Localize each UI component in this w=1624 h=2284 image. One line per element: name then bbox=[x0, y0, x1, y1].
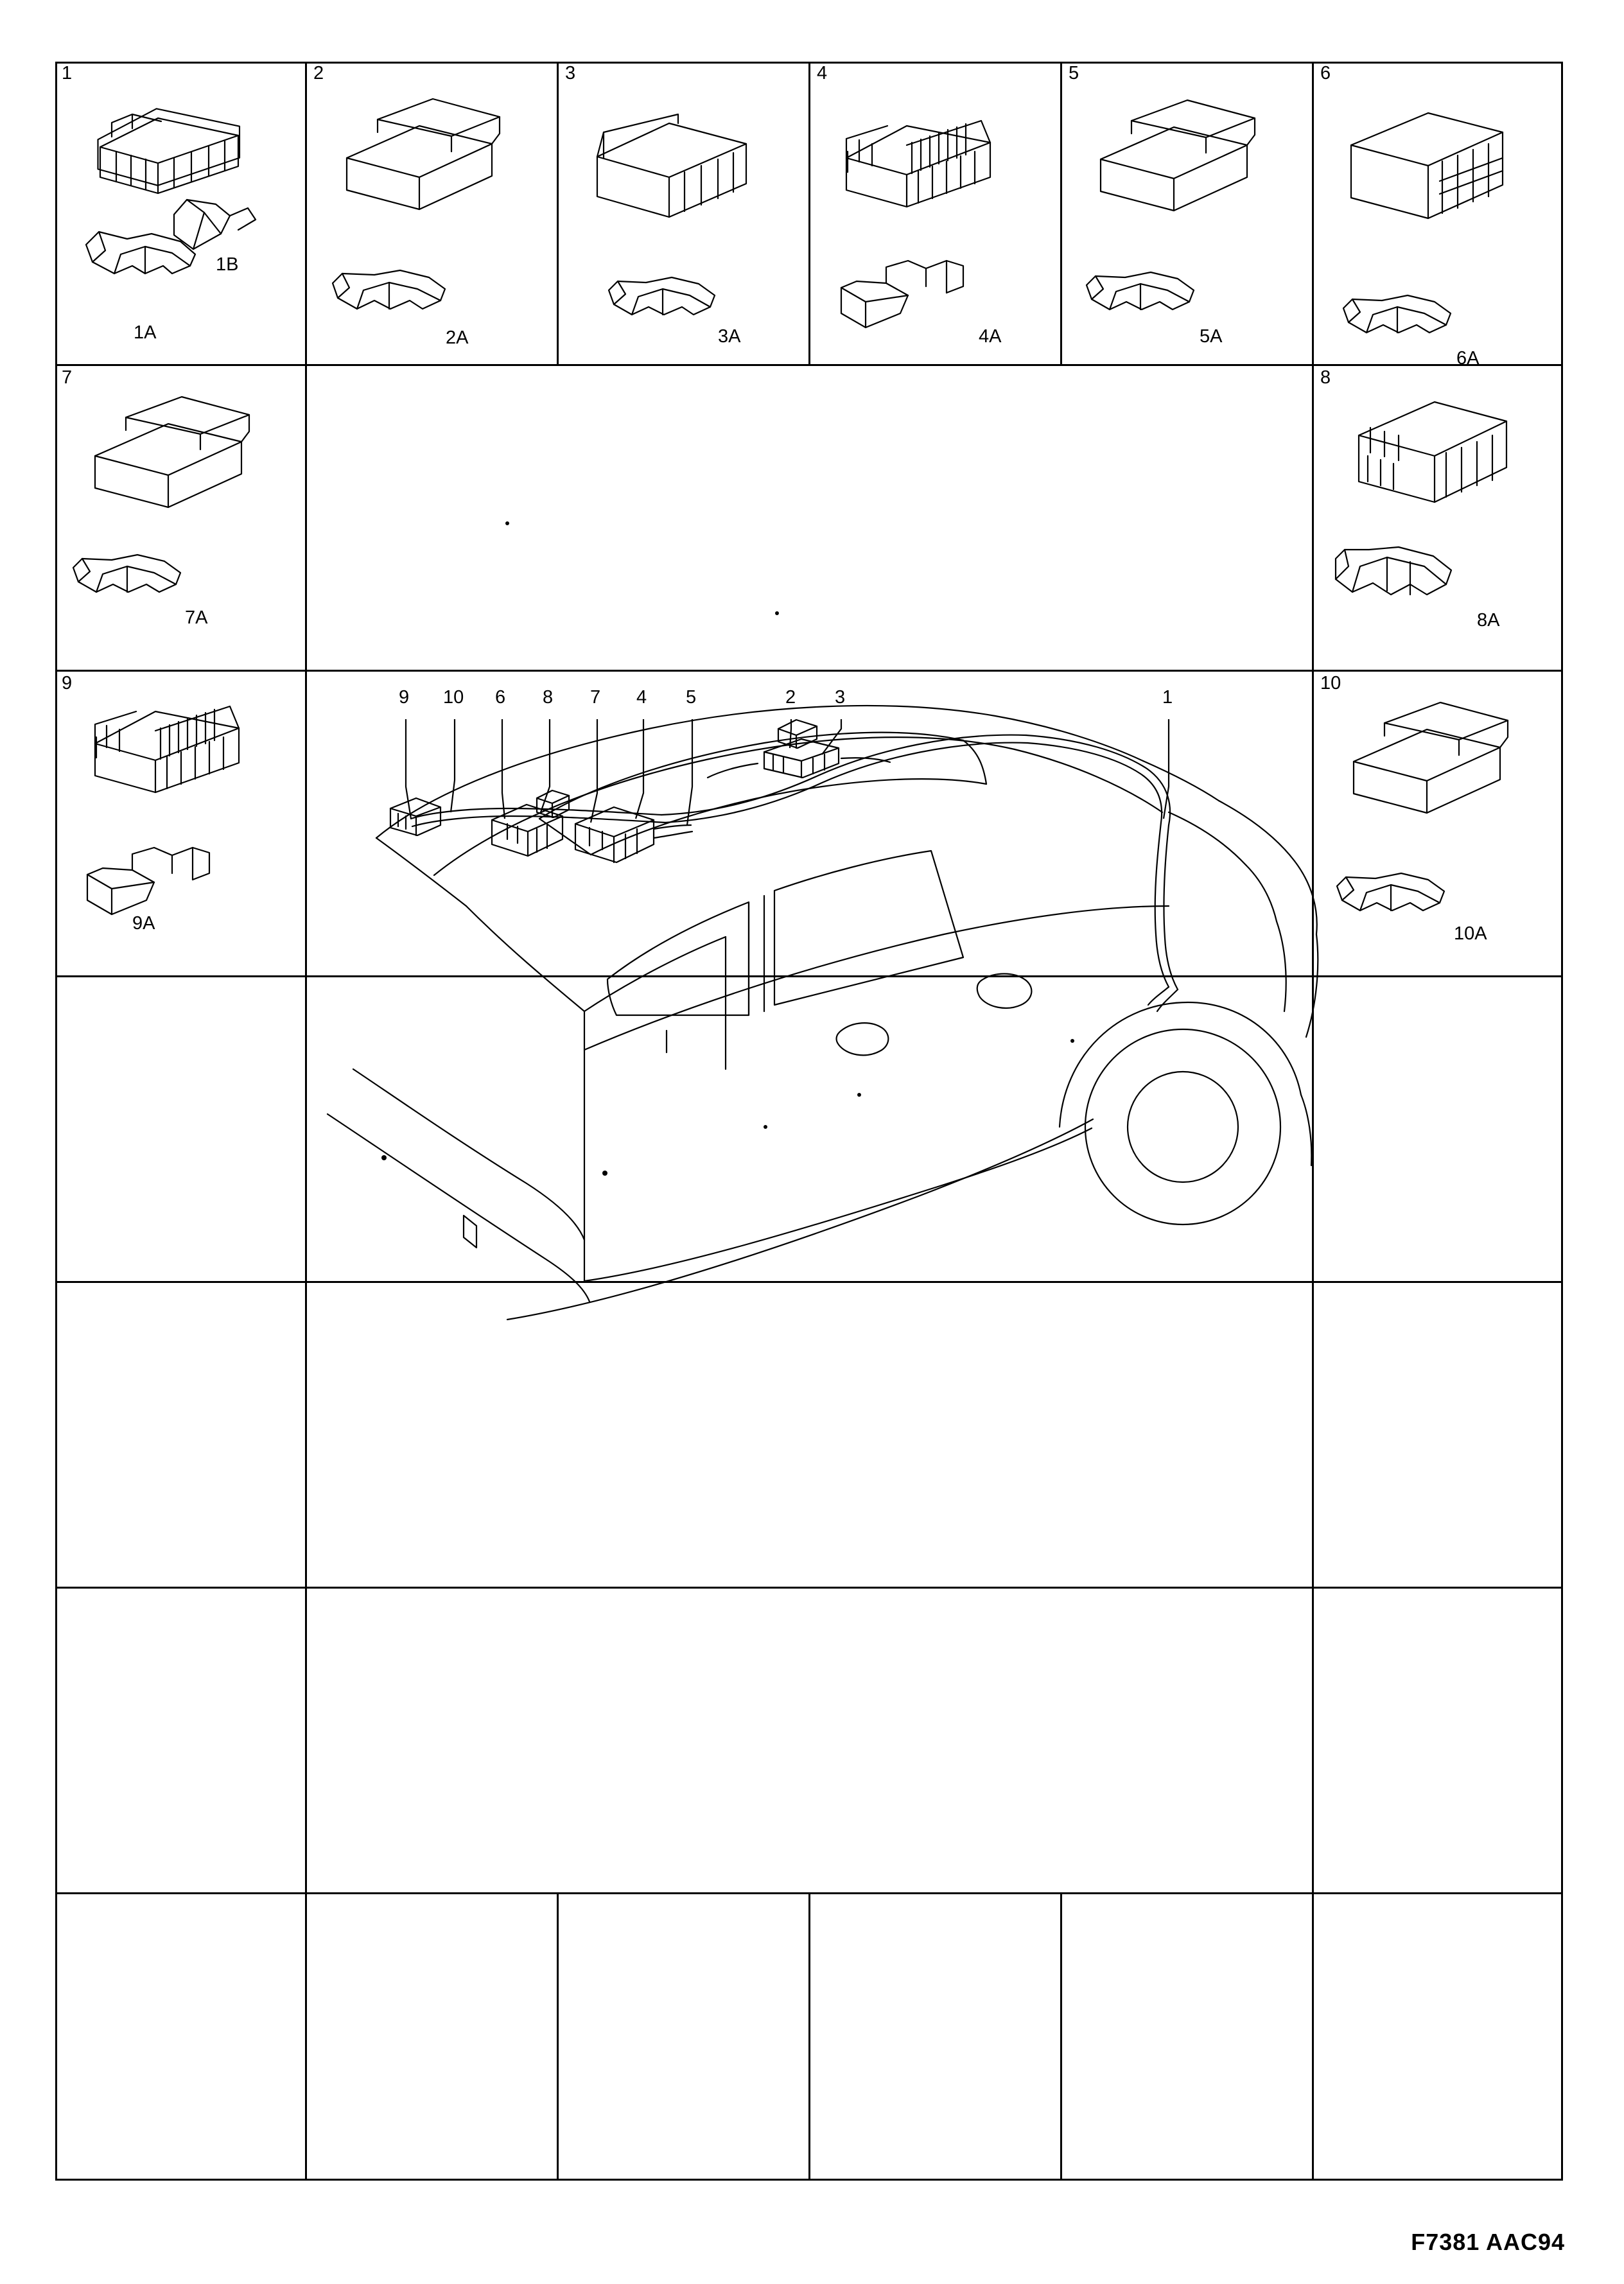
part-number-8: 8 bbox=[1320, 367, 1331, 388]
part-caption-1b: 1B bbox=[216, 254, 239, 275]
part-caption-10a: 10A bbox=[1454, 923, 1487, 944]
svg-text:5: 5 bbox=[686, 687, 697, 708]
part-art-9 bbox=[55, 672, 307, 977]
svg-text:4: 4 bbox=[636, 687, 647, 708]
part-cell-10[interactable] bbox=[1314, 672, 1563, 977]
part-art-7 bbox=[55, 366, 307, 672]
part-number-9: 9 bbox=[62, 673, 73, 693]
part-number-10: 10 bbox=[1320, 673, 1341, 693]
part-number-5: 5 bbox=[1069, 63, 1079, 83]
part-cell-7[interactable] bbox=[55, 366, 307, 672]
car-illustration-svg bbox=[315, 369, 1323, 1371]
part-art-10 bbox=[1314, 672, 1563, 977]
svg-text:2: 2 bbox=[785, 687, 796, 708]
svg-text:7: 7 bbox=[590, 687, 601, 708]
empty-cell-b2 bbox=[307, 1894, 559, 2181]
empty-cell-r1 bbox=[1314, 977, 1563, 1283]
part-caption-9a: 9A bbox=[132, 913, 155, 934]
empty-cell-b4 bbox=[810, 1894, 1062, 2181]
empty-cell-l2 bbox=[55, 1283, 307, 1589]
part-caption-3a: 3A bbox=[718, 326, 741, 347]
empty-cell-c3 bbox=[307, 1589, 1314, 1894]
roof-connector-9 bbox=[390, 798, 441, 835]
part-number-2: 2 bbox=[313, 63, 324, 83]
part-art-1 bbox=[55, 62, 307, 366]
part-cell-6[interactable] bbox=[1314, 62, 1563, 369]
drawing-code: F7381 AAC94 bbox=[1411, 2229, 1565, 2255]
part-art-5 bbox=[1062, 62, 1314, 366]
part-cell-3[interactable] bbox=[559, 62, 810, 366]
part-cell-8[interactable] bbox=[1314, 366, 1563, 672]
part-number-3: 3 bbox=[565, 63, 576, 83]
callout-labels bbox=[399, 687, 1173, 708]
wiring-harness bbox=[411, 735, 1178, 1011]
part-caption-6a: 6A bbox=[1456, 348, 1480, 369]
part-caption-2a: 2A bbox=[446, 327, 469, 348]
part-cell-4[interactable] bbox=[810, 62, 1062, 366]
part-art-6 bbox=[1314, 62, 1563, 369]
svg-text:9: 9 bbox=[399, 687, 410, 708]
part-art-8 bbox=[1314, 366, 1563, 672]
part-caption-4a: 4A bbox=[979, 326, 1002, 347]
part-cell-5[interactable] bbox=[1062, 62, 1314, 366]
part-number-7: 7 bbox=[62, 367, 73, 388]
empty-cell-b5 bbox=[1062, 1894, 1314, 2181]
svg-text:1: 1 bbox=[1162, 687, 1173, 708]
part-caption-7a: 7A bbox=[185, 607, 208, 628]
empty-cell-b3 bbox=[559, 1894, 810, 2181]
empty-cell-l3 bbox=[55, 1589, 307, 1894]
part-caption-5a: 5A bbox=[1200, 326, 1223, 347]
empty-cell-r2 bbox=[1314, 1283, 1563, 1589]
part-number-1: 1 bbox=[62, 63, 73, 83]
empty-cell-b6 bbox=[1314, 1894, 1563, 2181]
svg-text:6: 6 bbox=[495, 687, 506, 708]
empty-cell-l1 bbox=[55, 977, 307, 1283]
part-cell-9[interactable] bbox=[55, 672, 307, 977]
part-art-4 bbox=[810, 62, 1062, 366]
part-cell-1[interactable] bbox=[55, 62, 307, 366]
svg-text:8: 8 bbox=[543, 687, 554, 708]
part-caption-8a: 8A bbox=[1477, 610, 1500, 631]
part-art-3 bbox=[559, 62, 810, 366]
print-specks bbox=[381, 521, 1074, 1176]
part-number-4: 4 bbox=[817, 63, 828, 83]
svg-text:10: 10 bbox=[443, 687, 464, 708]
part-caption-1a: 1A bbox=[134, 322, 157, 343]
empty-cell-b1 bbox=[55, 1894, 307, 2181]
part-cell-2[interactable] bbox=[307, 62, 559, 366]
svg-text:3: 3 bbox=[835, 687, 846, 708]
part-number-6: 6 bbox=[1320, 63, 1331, 83]
empty-cell-r3 bbox=[1314, 1589, 1563, 1894]
part-art-2 bbox=[307, 62, 559, 366]
car-body-outline bbox=[327, 706, 1318, 1320]
car-wiring-diagram bbox=[315, 369, 1323, 1371]
